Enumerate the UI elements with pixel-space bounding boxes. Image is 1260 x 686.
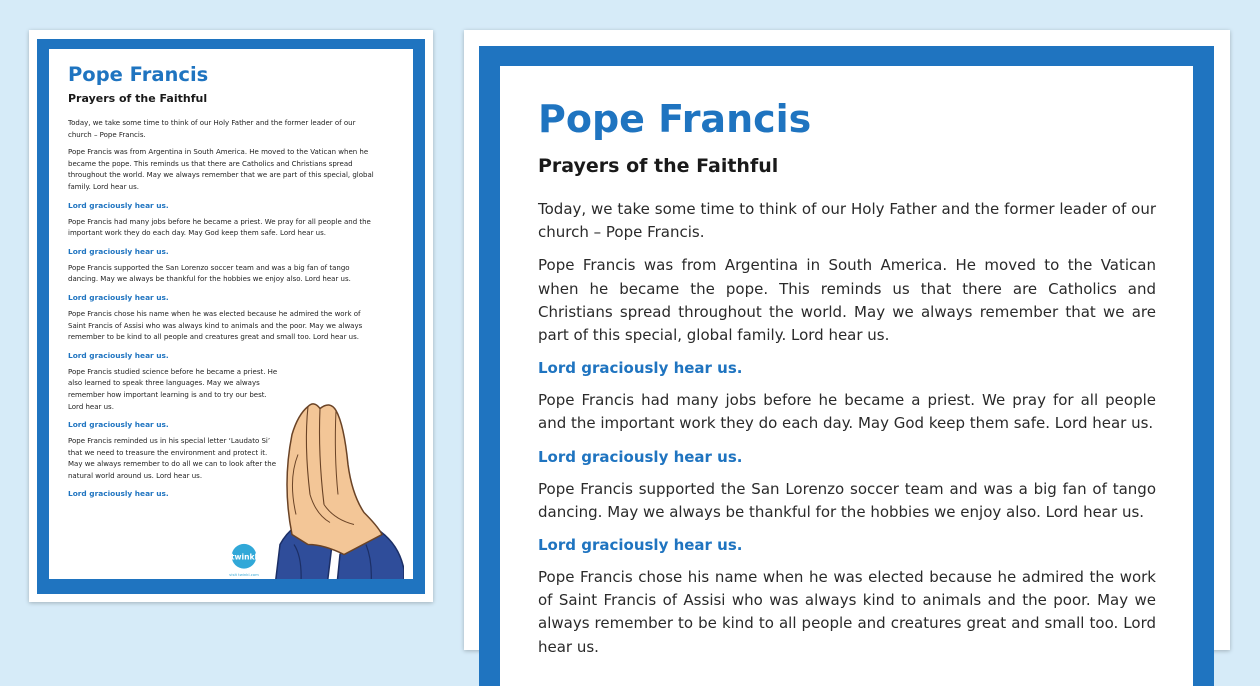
prayer-response: Lord graciously hear us.: [538, 536, 743, 555]
svg-text:visit twinkl.com: visit twinkl.com: [229, 572, 259, 578]
thumbnail-response: Lord graciously hear us.: [68, 246, 169, 256]
thumbnail-response: Lord graciously hear us.: [68, 489, 169, 499]
thumbnail-paragraph: Pope Francis studied science before he became a priest. He also learned to speak three languages. May we always remember how important learning is and to try our best. Lord hear us.: [68, 367, 278, 411]
twinkl-logo: [225, 542, 263, 579]
document-preview-card[interactable]: [464, 30, 1230, 656]
prayer-response: Lord graciously hear us.: [538, 447, 743, 466]
thumbnail-paragraph: Pope Francis supported the San Lorenzo soccer team and was a big fan of tango dancing. May we always be thankful for the hobbies we enjoy also. Lord hear us.: [68, 263, 351, 284]
prayer-paragraph: Pope Francis had many jobs before he became a priest. We pray for all people and the important work they do each day. May God keep them safe. Lord hear us.: [538, 391, 1156, 433]
document-subtitle: Prayers of the Faithful: [538, 155, 779, 177]
thumbnail-paragraph: Pope Francis was from Argentina in South America. He moved to the Vatican when he became the pope. This reminds us that there are Catholics and Christians spread throughout the world. May we always remember that we are part of this special, global family. Lord hear us.: [68, 148, 374, 191]
thumbnail-title: Pope Francis: [68, 63, 209, 86]
prayer-paragraph: Pope Francis supported the San Lorenzo soccer team and was a big fan of tango dancing. May we always be thankful for the hobbies we enjoy also. Lord hear us.: [538, 479, 1156, 521]
thumbnail-paragraph: Today, we take some time to think of our Holy Father and the former leader of our church – Pope Francis.: [68, 119, 356, 139]
thumbnail-response: Lord graciously hear us.: [68, 292, 169, 302]
svg-text:twinkl: twinkl: [230, 552, 258, 562]
thumbnail-paragraph: Pope Francis reminded us in his special letter ‘Laudato Si’ that we need to treasure the environment and protect it. May we always remember to do all we can to look after the natural world around us. Lord hear us.: [68, 437, 277, 480]
thumbnail-response: Lord graciously hear us.: [68, 200, 169, 210]
thumbnail-paragraph: Pope Francis chose his name when he was elected because he admired the work of Saint Francis of Assisi who was always kind to animals and the poor. May we always remember to be kind to all people and creatures great and small too. Lord hear us.: [68, 309, 363, 342]
thumbnail-subtitle: Prayers of the Faithful: [68, 92, 208, 105]
thumbnail-response: Lord graciously hear us.: [68, 350, 169, 360]
prayer-paragraph: Pope Francis was from Argentina in South America. He moved to the Vatican when he became the pope. This reminds us that there are Catholics and Christians spread throughout the world. May we always remember that we are part of this special, global family. Lord hear us.: [538, 256, 1156, 345]
thumbnail-blue-border: [37, 39, 425, 594]
prayer-paragraph: Today, we take some time to think of our Holy Father and the former leader of our church – Pope Francis.: [538, 200, 1156, 242]
praying-hands-icon: [274, 394, 404, 579]
prayer-response: Lord graciously hear us.: [538, 359, 743, 378]
document-blue-border: [479, 46, 1214, 686]
thumbnail-preview-card[interactable]: [29, 30, 433, 602]
document-content: [538, 96, 1156, 659]
thumbnail-response: Lord graciously hear us.: [68, 420, 169, 430]
prayer-paragraph: Pope Francis chose his name when he was elected because he admired the work of Saint Francis of Assisi who was always kind to animals and the poor. May we always remember to be kind to all people and creatures great and small too. Lord hear us.: [538, 568, 1156, 656]
document-title: Pope Francis: [538, 97, 812, 141]
thumbnail-page: [49, 49, 413, 579]
thumbnail-paragraph: Pope Francis had many jobs before he became a priest. We pray for all people and the important work they do each day. May God keep them safe. Lord hear us.: [68, 217, 371, 238]
document-page: [500, 66, 1193, 686]
